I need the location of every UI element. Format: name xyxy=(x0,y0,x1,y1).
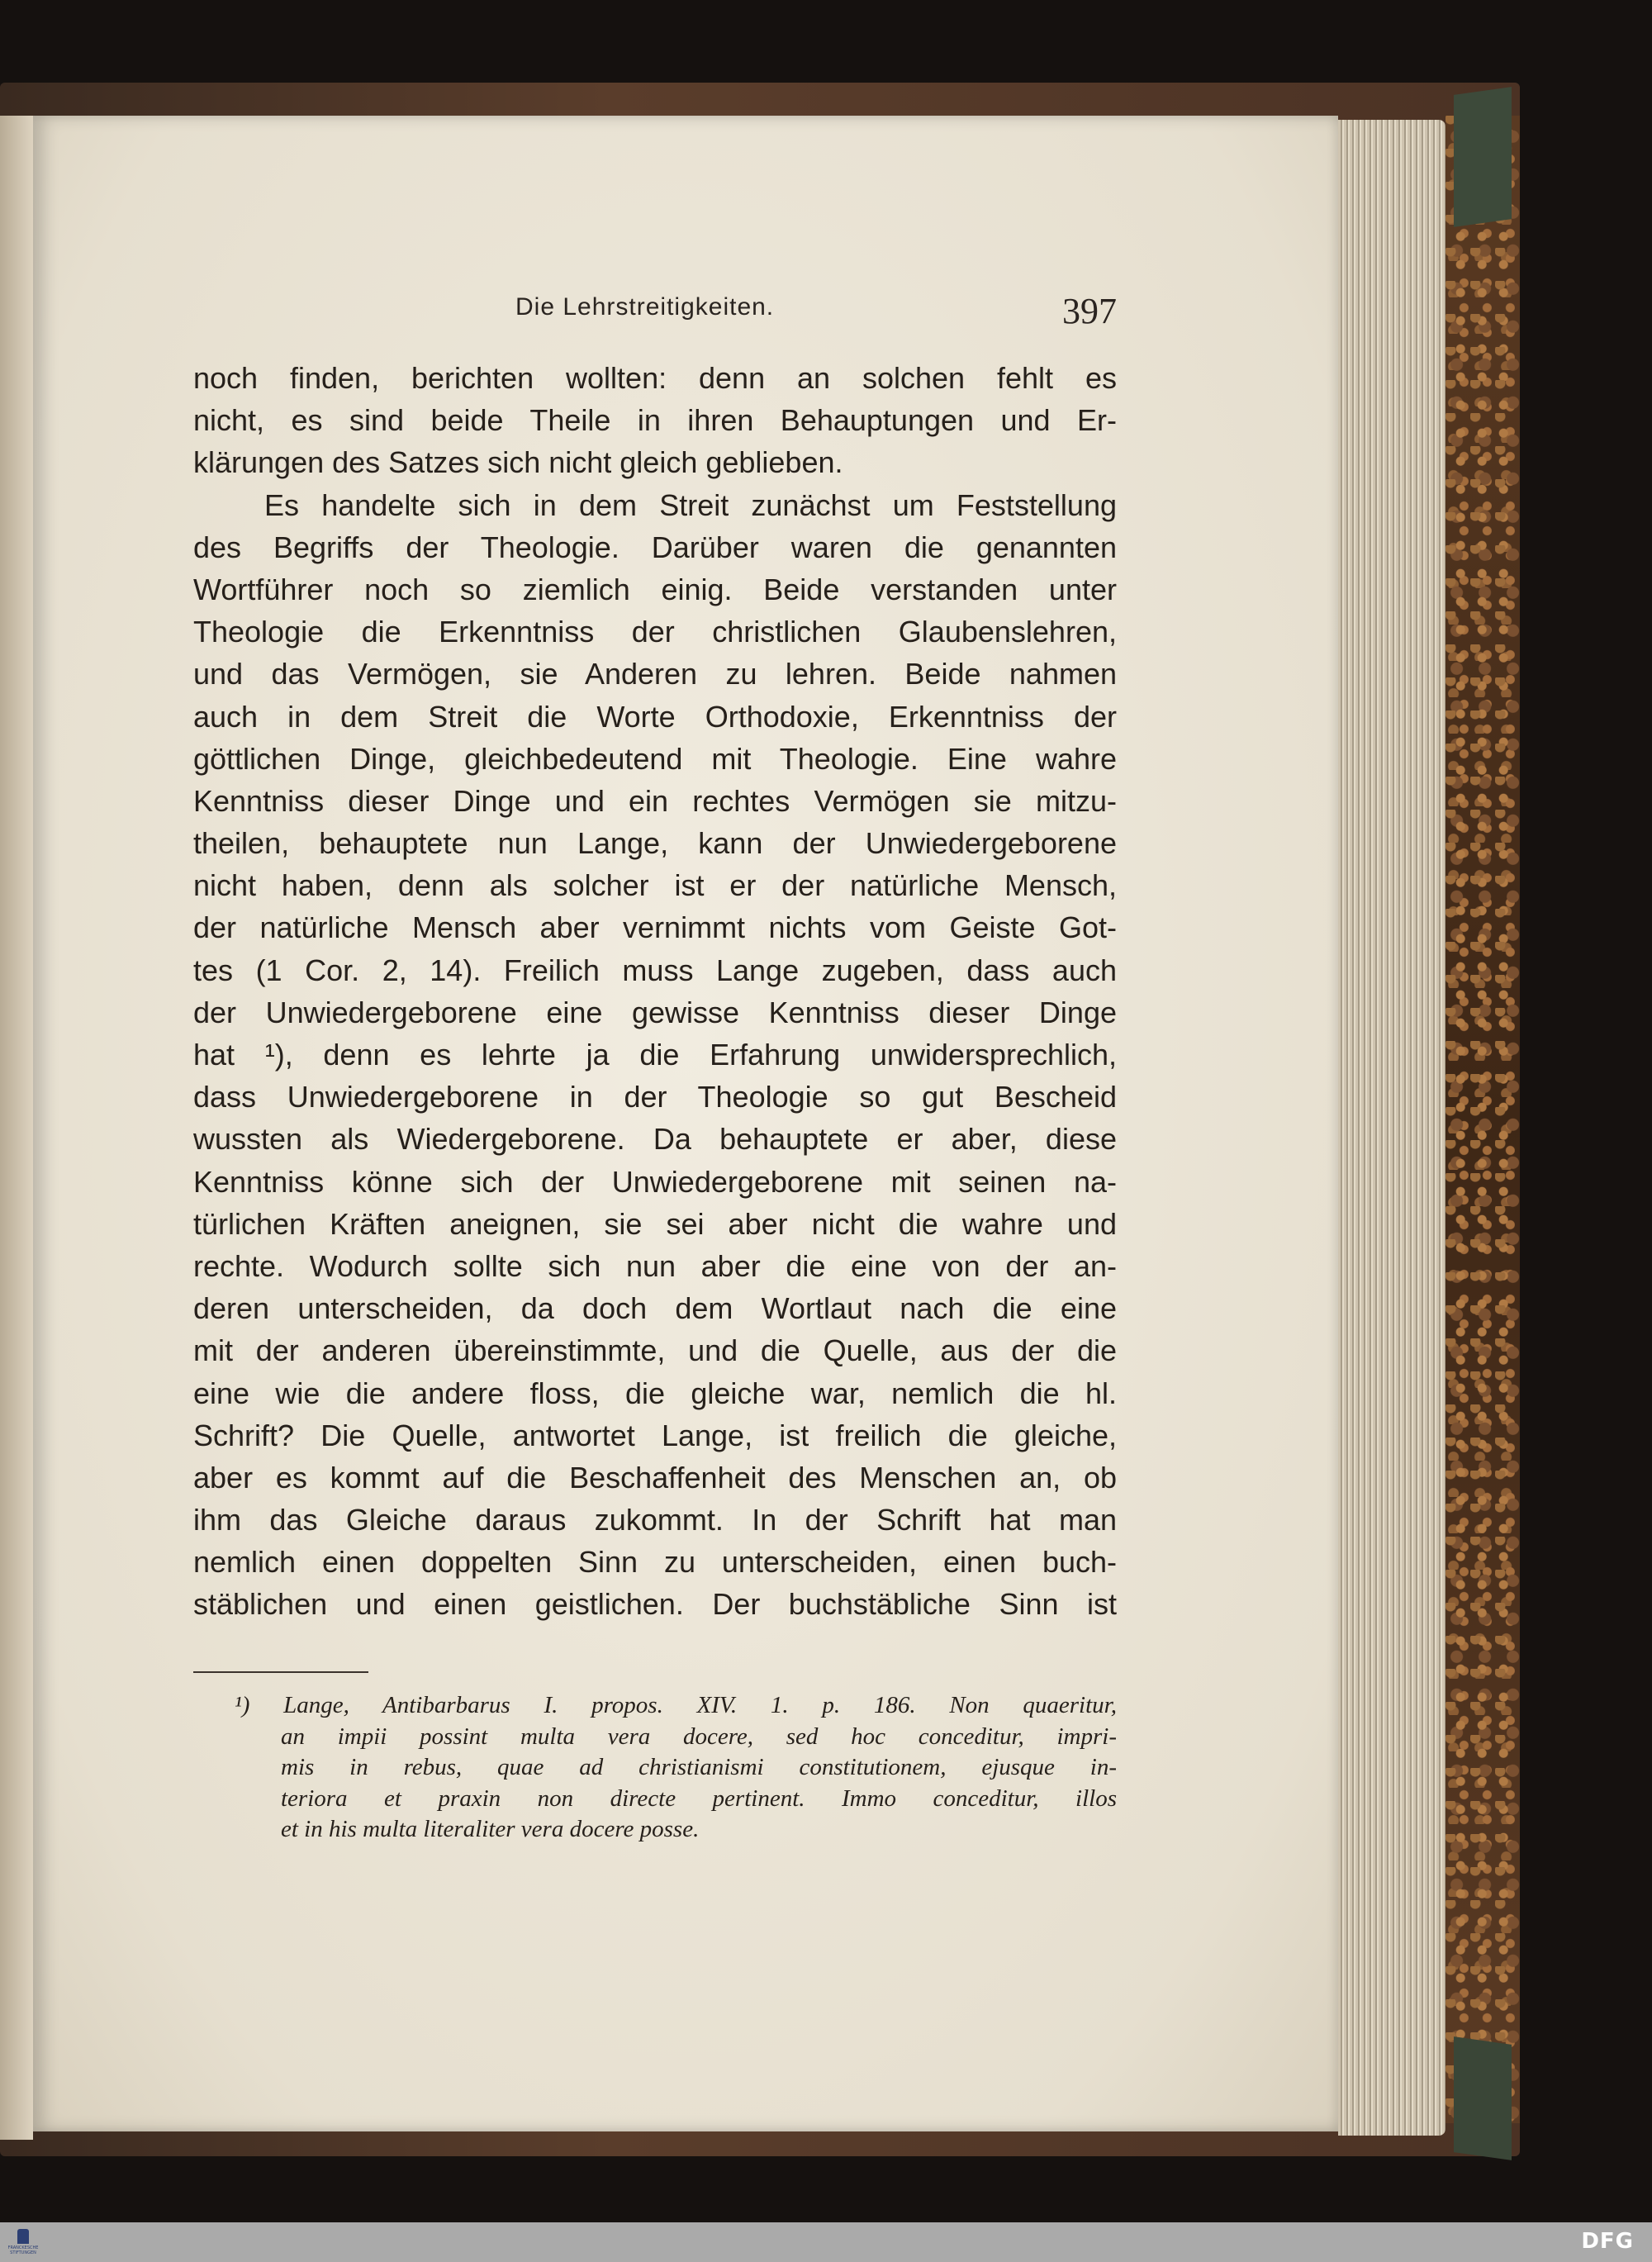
text-line: nicht, es sind beide Theile in ihren Behauptungen und Er- xyxy=(193,403,1117,438)
text-line: türlichen Kräften aneignen, sie sei aber nicht die wahre und xyxy=(193,1206,1117,1241)
left-page-edge xyxy=(0,116,33,2140)
running-head: Die Lehrstreitigkeiten. xyxy=(515,293,775,321)
library-logo-mark xyxy=(17,2229,29,2244)
page-header xyxy=(193,293,1117,335)
dfg-logo: DFG xyxy=(1581,2229,1634,2254)
text-line: mit der anderen übereinstimmte, und die Quelle, aus der die xyxy=(193,1333,1117,1368)
text-line: deren unterscheiden, da doch dem Wortlaut nach die eine xyxy=(193,1291,1117,1326)
page-edges xyxy=(1338,120,1446,2136)
text-line: theilen, behauptete nun Lange, kann der Unwiedergeborene xyxy=(193,826,1117,861)
text-line: noch finden, berichten wollten: denn an solchen fehlt es xyxy=(193,361,1117,395)
text-line: Wortführer noch so ziemlich einig. Beide verstanden unter xyxy=(193,572,1117,606)
viewer-footer-bar xyxy=(0,2222,1652,2262)
text-line: ihm das Gleiche daraus zukommt. In der Schrift hat man xyxy=(193,1503,1117,1537)
text-line: aber es kommt auf die Beschaffenheit des Menschen an, ob xyxy=(193,1460,1117,1495)
text-line: dass Unwiedergeborene in der Theologie so gut Bescheid xyxy=(193,1080,1117,1114)
text-line: Theologie die Erkenntniss der christlichen Glaubenslehren, xyxy=(193,615,1117,649)
text-line: rechte. Wodurch sollte sich nun aber die eine von der an- xyxy=(193,1248,1117,1283)
text-line: auch in dem Streit die Worte Orthodoxie, Erkenntniss der xyxy=(193,699,1117,734)
text-line: wussten als Wiedergeborene. Da behauptete er aber, diese xyxy=(193,1122,1117,1157)
text-line: Schrift? Die Quelle, antwortet Lange, ist freilich die gleiche, xyxy=(193,1418,1117,1452)
text-line: tes (1 Cor. 2, 14). Freilich muss Lange zugeben, dass auch xyxy=(193,953,1117,987)
text-line: Kenntniss könne sich der Unwiedergeborene mit seinen na- xyxy=(193,1164,1117,1199)
text-line: klärungen des Satzes sich nicht gleich geblieben. xyxy=(193,445,843,480)
text-line: nemlich einen doppelten Sinn zu unterscheiden, einen buch- xyxy=(193,1545,1117,1580)
text-line: eine wie die andere floss, die gleiche war, nemlich die hl. xyxy=(193,1376,1117,1410)
library-logo xyxy=(7,2226,40,2259)
body-text xyxy=(193,357,1117,1626)
text-line: göttlichen Dinge, gleichbedeutend mit Theologie. Eine wahre xyxy=(193,741,1117,776)
text-line: nicht haben, denn als solcher ist er der natürliche Mensch, xyxy=(193,868,1117,903)
text-line: und das Vermögen, sie Anderen zu lehren. Beide nahmen xyxy=(193,657,1117,691)
footnote-line: et in his multa literaliter vera docere posse. xyxy=(281,1816,700,1842)
footnote-line: mis in rebus, quae ad christianismi constitutionem, ejusque in- xyxy=(281,1754,1117,1780)
footnote-line: an impii possint multa vera docere, sed hoc conceditur, impri- xyxy=(281,1723,1117,1750)
page-number: 397 xyxy=(1062,291,1117,331)
text-line: hat ¹), denn es lehrte ja die Erfahrung unwidersprechlich, xyxy=(193,1038,1117,1072)
cover-corner-top xyxy=(1454,87,1512,227)
text-line: Kenntniss dieser Dinge und ein rechtes Vermögen sie mitzu- xyxy=(193,783,1117,818)
footnotes xyxy=(193,1690,1117,1846)
text-line: der Unwiedergeborene eine gewisse Kenntniss dieser Dinge xyxy=(193,995,1117,1029)
footnote-line: teriora et praxin non directe pertinent. Immo conceditur, illos xyxy=(281,1784,1117,1812)
text-line: der natürliche Mensch aber vernimmt nichts vom Geiste Got- xyxy=(193,910,1117,945)
footnote-line: ¹) Lange, Antibarbarus I. propos. XIV. 1. p. 186. Non quaeritur, xyxy=(235,1692,1117,1718)
text-line: stäblichen und einen geistlichen. Der buchstäbliche Sinn ist xyxy=(193,1587,1117,1622)
marbled-edge xyxy=(1446,116,1520,2123)
text-line: Es handelte sich in dem Streit zunächst um Feststellung xyxy=(264,487,1117,522)
cover-corner-bottom xyxy=(1454,2036,1512,2160)
footnote-rule xyxy=(193,1671,368,1673)
library-logo-caption: FRANCKESCHE STIFTUNGEN xyxy=(7,2245,39,2255)
text-line: des Begriffs der Theologie. Darüber waren die genannten xyxy=(193,530,1117,564)
